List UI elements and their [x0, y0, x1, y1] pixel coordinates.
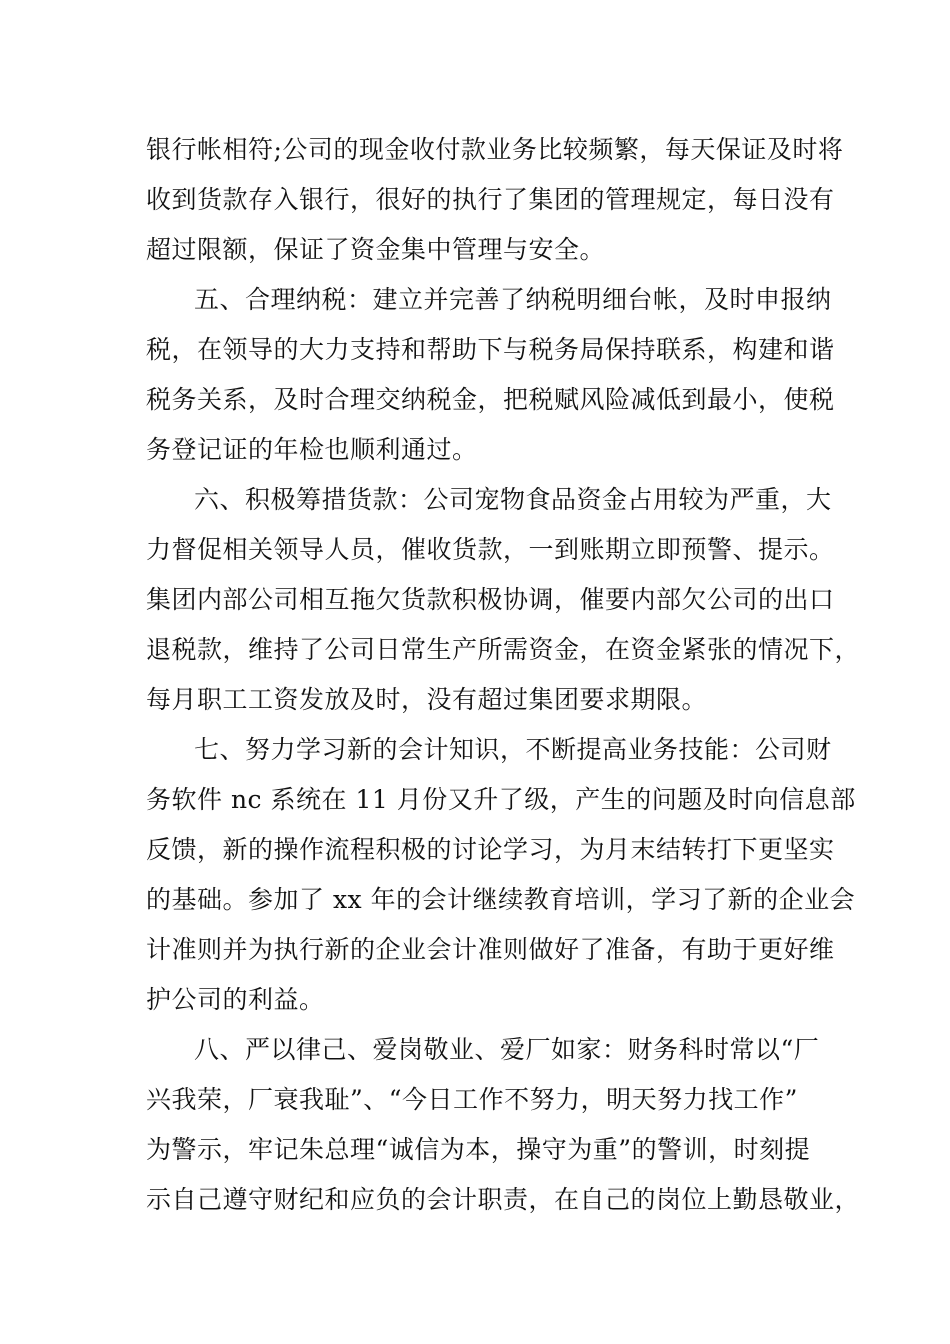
- text-line: 为警示，牢记朱总理“诚信为本，操守为重”的警训，时刻提: [146, 1135, 811, 1164]
- text-line: 护公司的利益。: [146, 985, 325, 1014]
- text-line: 税，在领导的大力支持和帮助下与税务局保持联系，构建和谐: [146, 335, 835, 364]
- paragraph-heading-5: 五、合理纳税：建立并完善了纳税明细台帐，及时申报纳: [194, 285, 832, 314]
- text-line: 收到货款存入银行，很好的执行了集团的管理规定，每日没有: [146, 185, 835, 214]
- text-line: 反馈，新的操作流程积极的讨论学习，为月末结转打下更坚实: [146, 835, 835, 864]
- text-line: 务软件 nc 系统在 11 月份又升了级，产生的问题及时向信息部: [146, 785, 856, 814]
- text-line: 集团内部公司相互拖欠货款积极协调，催要内部欠公司的出口: [146, 585, 835, 614]
- text-line: 兴我荣，厂衰我耻”、“今日工作不努力，明天努力找工作”: [146, 1085, 798, 1114]
- text-line: 银行帐相符;公司的现金收付款业务比较频繁，每天保证及时将: [146, 135, 844, 164]
- text-line: 的基础。参加了 xx 年的会计继续教育培训，学习了新的企业会: [146, 885, 856, 914]
- text-line: 税务关系，及时合理交纳税金，把税赋风险减低到最小，使税: [146, 385, 835, 414]
- paragraph-heading-8: 八、严以律己、爱岗敬业、爱厂如家：财务科时常以“厂: [194, 1035, 820, 1064]
- text-line: 计准则并为执行新的企业会计准则做好了准备，有助于更好维: [146, 935, 835, 964]
- paragraph-heading-7: 七、努力学习新的会计知识，不断提高业务技能：公司财: [194, 735, 832, 764]
- paragraph-heading-6: 六、积极筹措货款：公司宠物食品资金占用较为严重，大: [194, 485, 832, 514]
- text-line: 每月职工工资发放及时，没有超过集团要求期限。: [146, 685, 708, 714]
- text-line: 力督促相关领导人员，催收货款，一到账期立即预警、提示。: [146, 535, 835, 564]
- text-line: 务登记证的年检也顺利通过。: [146, 435, 478, 464]
- text-line: 退税款，维持了公司日常生产所需资金，在资金紧张的情况下，: [146, 635, 861, 664]
- text-line: 超过限额，保证了资金集中管理与安全。: [146, 235, 606, 264]
- text-line: 示自己遵守财纪和应负的会计职责，在自己的岗位上勤恳敬业，: [146, 1185, 861, 1214]
